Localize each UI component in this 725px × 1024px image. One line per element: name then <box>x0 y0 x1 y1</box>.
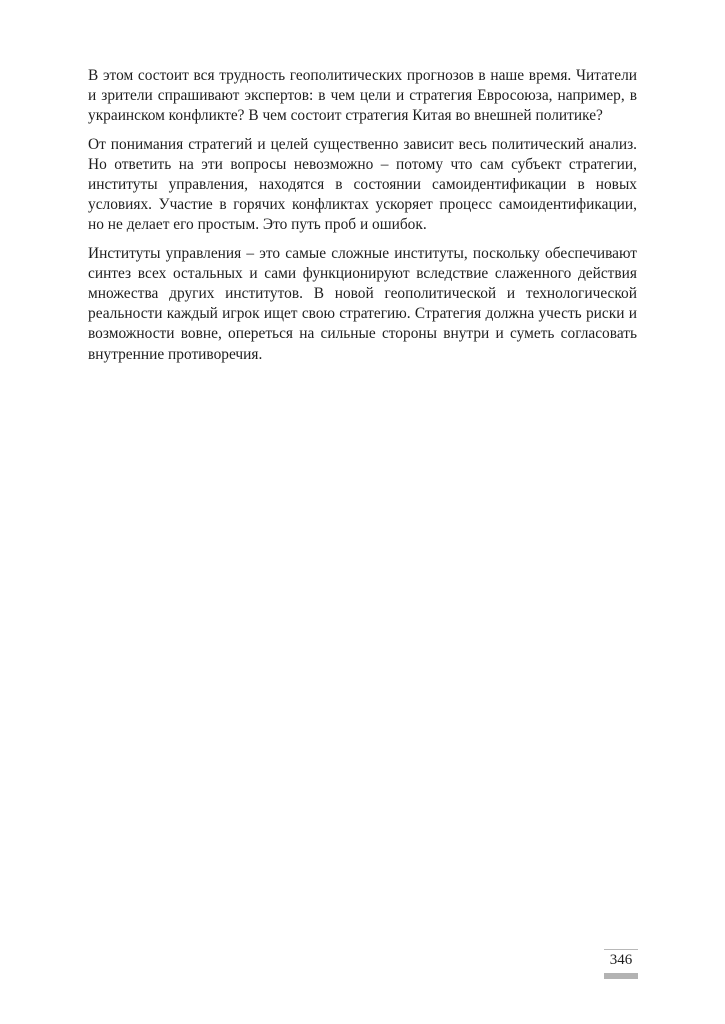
page-number-top-rule <box>604 949 638 950</box>
paragraph-1: В этом состоит вся трудность геополитических прогнозов в наше время. Читатели и зрители спрашивают экспертов: в чем цели и стратегия Евросоюза, например, в украинском конфликте? В чем состоит стратегия Китая во внешней политике? <box>88 67 637 125</box>
body-text <box>88 66 637 373</box>
page-number-bar <box>604 973 638 979</box>
paragraph-3: Институты управления – это самые сложные институты, поскольку обеспечивают синтез всех остальных и сами функционируют вследствие слаженного действия множества других институтов. В новой геополитической и технологической реальности каждый игрок ищет свою стратегию. Стратегия должна учесть риски и возможности вовне, опереться на сильные стороны внутри и суметь согласовать внутренние противоречия. <box>88 244 637 363</box>
paragraph-2: От понимания стратегий и целей существенно зависит весь политический анализ. Но ответить на эти вопросы невозможно – потому что сам субъект стратегии, институты управления, находятся в состоянии самоидентификации в новых условиях. Участие в горячих конфликтах ускоряет процесс самоидентификации, но не делает его простым. Это путь проб и ошибок. <box>88 135 637 234</box>
page-number: 346 <box>609 952 633 968</box>
